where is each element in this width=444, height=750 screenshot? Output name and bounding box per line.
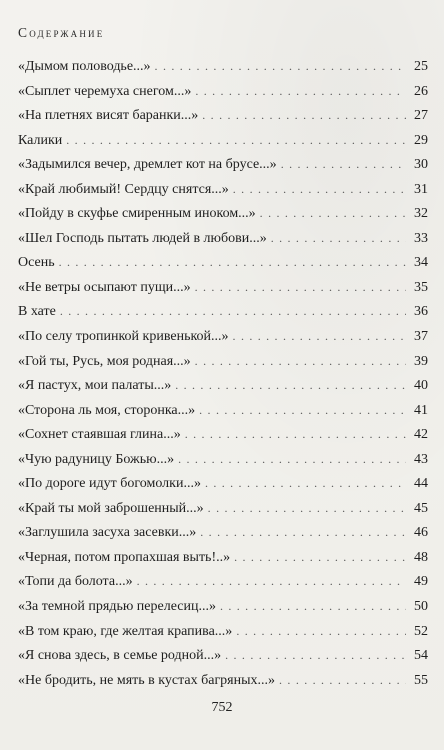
toc-entry [18,130,428,155]
dot-leader [60,301,406,321]
toc-entry [18,326,428,351]
toc-entry-title: «Не бродить, не мять в кустах багряных...» [18,672,276,688]
dot-leader [220,596,406,616]
toc-entry-page: 35 [414,279,428,295]
toc-entry [18,522,428,547]
toc-entry [18,375,428,400]
toc-entry [18,81,428,106]
toc-entry-page: 42 [414,427,428,443]
toc-entry-page: 52 [414,623,428,639]
toc-entry-page: 40 [414,378,428,394]
dot-leader [59,252,406,272]
toc-entry-page: 30 [414,157,428,173]
toc-entry-title: «В том краю, где желтая крапива...» [18,623,233,639]
dot-leader [225,645,406,665]
dot-leader [233,179,406,199]
dot-leader [271,228,406,248]
toc-entry-page: 31 [414,181,428,197]
toc-entry [18,179,428,204]
toc-entry-page: 41 [414,402,428,418]
toc-entry-page: 55 [414,672,428,688]
toc-entry [18,473,428,498]
toc-entry [18,571,428,596]
toc-entry [18,228,428,253]
toc-entry-title: «Топи да болота...» [18,574,133,590]
page-number: 752 [211,700,233,715]
toc-entry [18,670,428,695]
toc-entry-title: «Дымом половодье...» [18,59,151,74]
toc-entry [18,203,428,228]
dot-leader [195,81,406,101]
toc-entry-page: 43 [414,451,428,467]
toc-entry-title: «За темной прядью перелесиц...» [18,599,216,615]
toc-entry-page: 44 [414,476,428,492]
toc-entry-title: «По селу тропинкой кривенькой...» [18,329,229,345]
dot-leader [279,670,406,690]
toc-entry-title: «Задымился вечер, дремлет кот на брусе...» [18,157,277,173]
dot-leader [281,154,406,174]
toc-entry [18,621,428,646]
dot-leader [208,498,406,518]
table-of-contents [18,56,428,694]
dot-leader [205,473,406,493]
toc-entry-page: 34 [414,255,428,271]
toc-entry-page: 46 [414,525,428,541]
toc-entry-page: 33 [414,230,428,246]
toc-entry-title: Осень [18,255,55,271]
toc-entry-title: «Не ветры осыпают пущи...» [18,279,191,295]
dot-leader [66,130,406,150]
toc-entry-title: «Я пастух, мои палаты...» [18,378,172,394]
toc-entry [18,449,428,474]
toc-entry-title: «Пойду в скуфье смиренным иноком...» [18,206,256,222]
toc-entry-page: 27 [414,108,428,124]
dot-leader [234,547,406,567]
toc-entry-title: «На плетнях висят баранки...» [18,108,199,124]
toc-entry-title: «Край ты мой заброшенный...» [18,500,204,516]
toc-entry-title: «Черная, потом пропахшая выть!..» [18,549,231,565]
dot-leader [185,424,406,444]
toc-entry [18,645,428,670]
dot-leader [202,105,406,125]
dot-leader [195,277,406,297]
toc-entry [18,498,428,523]
dot-leader [233,326,406,346]
toc-entry-title: Калики [18,132,63,148]
toc-entry [18,277,428,302]
toc-entry [18,547,428,572]
dot-leader [178,449,406,469]
toc-entry [18,56,428,81]
dot-leader [199,400,406,420]
toc-entry-title: «Сторона ль моя, сторонка...» [18,402,196,418]
toc-entry [18,400,428,425]
toc-entry [18,252,428,277]
toc-entry-page: 37 [414,329,428,345]
toc-entry-title: «Сыплет черемуха снегом...» [18,83,192,99]
toc-entry-title: «Заглушила засуха засевки...» [18,525,197,541]
toc-entry-title: «Гой ты, Русь, моя родная...» [18,353,191,369]
toc-entry-page: 45 [414,500,428,516]
toc-entry-page: 50 [414,599,428,615]
toc-entry-title: «Я снова здесь, в семье родной...» [18,648,222,664]
dot-leader [137,571,406,591]
toc-entry-title: «Шел Господь пытать людей в любови...» [18,230,267,246]
toc-entry-title: «По дороге идут богомолки...» [18,476,201,492]
toc-entry-title: «Чую радуницу Божью...» [18,451,175,467]
toc-entry-page: 32 [414,206,428,222]
section-title: Содержание [18,25,105,40]
toc-entry-title: «Сохнет стаявшая глина...» [18,427,181,443]
toc-entry-page: 48 [414,549,428,565]
toc-entry-page: 39 [414,353,428,369]
toc-entry-title: В хате [18,304,56,320]
dot-leader [175,375,406,395]
dot-leader [195,351,406,371]
dot-leader [260,203,406,223]
toc-entry [18,424,428,449]
toc-entry-title: «Край любимый! Сердцу снятся...» [18,181,229,197]
toc-entry-page: 25 [414,59,428,74]
toc-entry [18,105,428,130]
toc-entry [18,154,428,179]
toc-entry [18,351,428,376]
toc-entry-page: 29 [414,132,428,148]
toc-entry-page: 54 [414,648,428,664]
toc-entry [18,596,428,621]
dot-leader [200,522,406,542]
toc-entry [18,301,428,326]
dot-leader [155,56,406,76]
toc-entry-page: 49 [414,574,428,590]
dot-leader [236,621,406,641]
toc-entry-page: 36 [414,304,428,320]
toc-entry-page: 26 [414,83,428,99]
